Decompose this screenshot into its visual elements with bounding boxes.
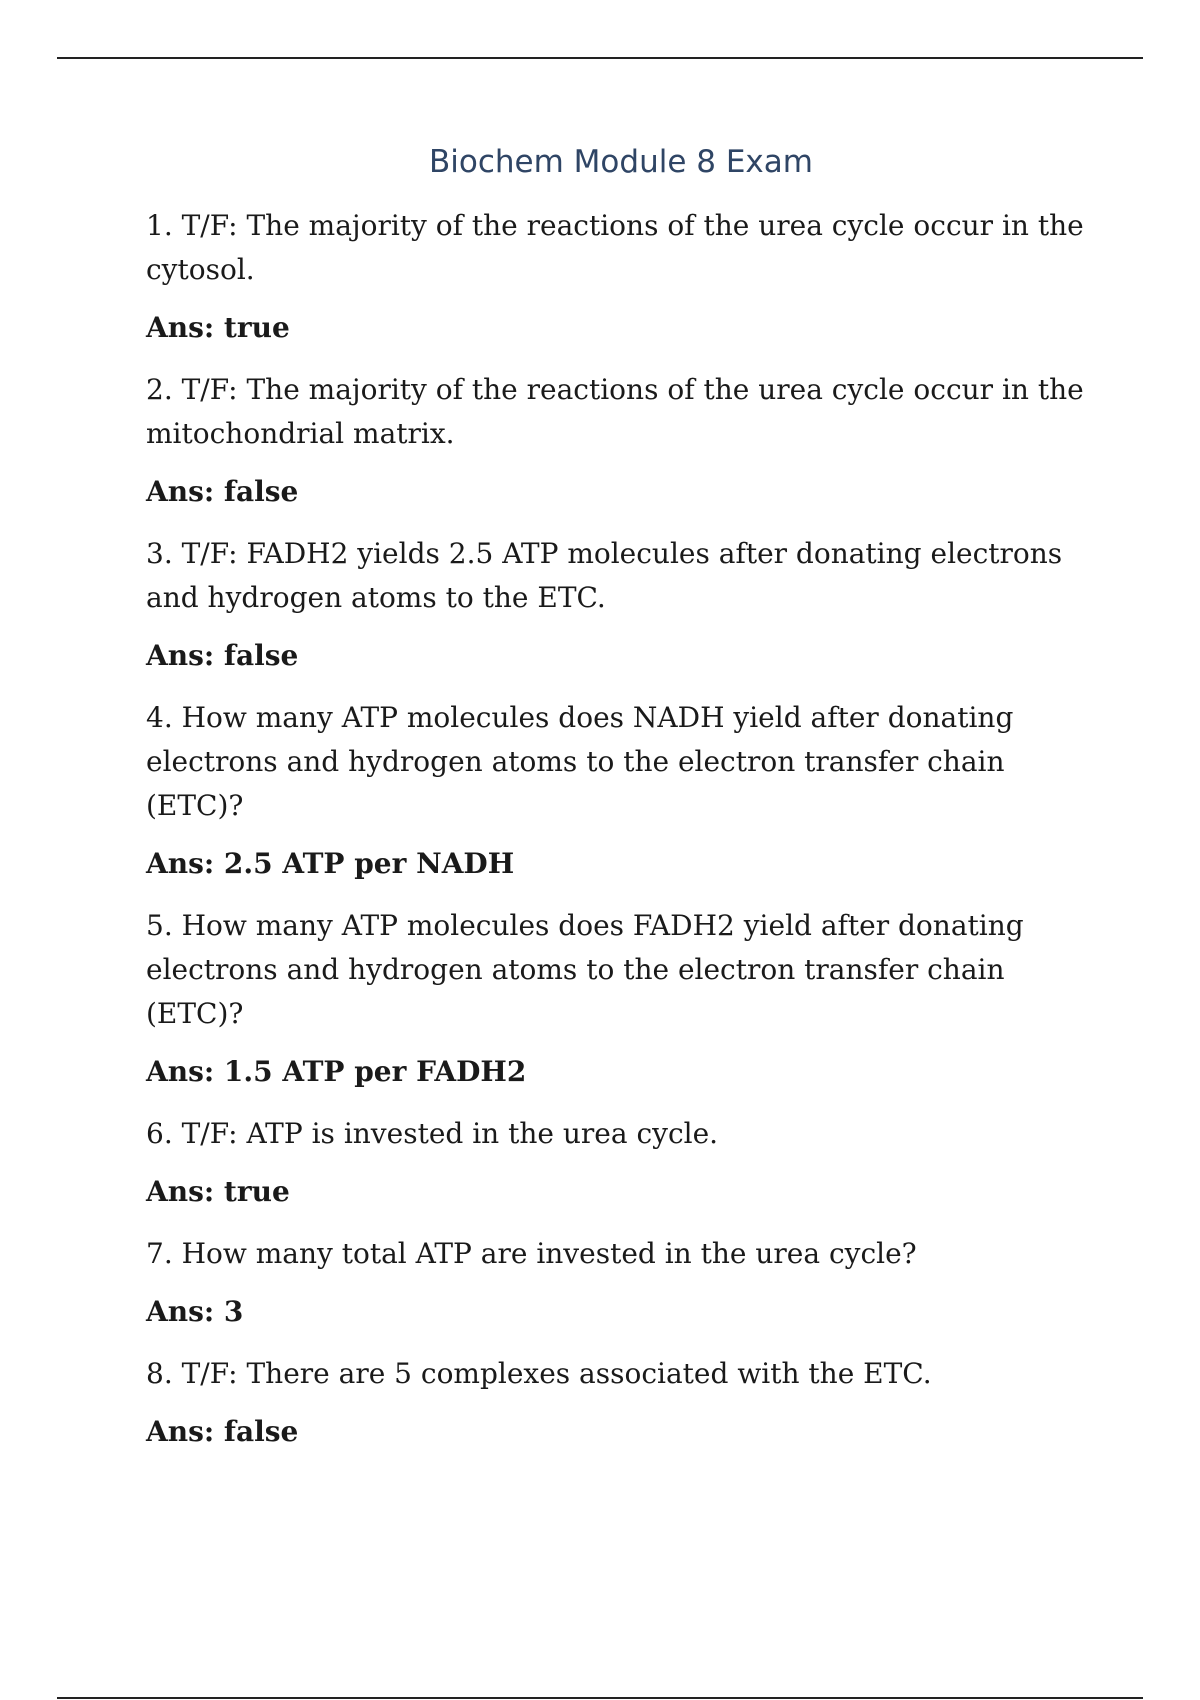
question-text: 8. T/F: There are 5 complexes associated with the ETC. bbox=[146, 1357, 932, 1390]
qa-item-3 bbox=[146, 532, 1096, 676]
answer-text: Ans: false bbox=[146, 1415, 299, 1448]
document-title: Biochem Module 8 Exam bbox=[429, 144, 813, 180]
question-text: 2. T/F: The majority of the reactions of the urea cycle occur in the mitochondrial matrix. bbox=[146, 373, 1084, 450]
question-text: 7. How many total ATP are invested in the urea cycle? bbox=[146, 1237, 917, 1270]
document-body bbox=[146, 140, 1096, 1472]
bottom-horizontal-rule bbox=[57, 1697, 1143, 1699]
question-text: 1. T/F: The majority of the reactions of the urea cycle occur in the cytosol. bbox=[146, 209, 1084, 286]
qa-item-2 bbox=[146, 368, 1096, 512]
question-text: 4. How many ATP molecules does NADH yield after donating electrons and hydrogen atoms to the electron transfer chain (ETC)? bbox=[146, 701, 1014, 822]
question-text: 6. T/F: ATP is invested in the urea cycle. bbox=[146, 1117, 719, 1150]
qa-item-6 bbox=[146, 1112, 1096, 1212]
answer-text: Ans: 2.5 ATP per NADH bbox=[146, 847, 515, 880]
answer-text: Ans: 3 bbox=[146, 1295, 244, 1328]
qa-item-5 bbox=[146, 904, 1096, 1092]
top-horizontal-rule bbox=[57, 57, 1143, 59]
qa-item-7 bbox=[146, 1232, 1096, 1332]
qa-item-8 bbox=[146, 1352, 1096, 1452]
answer-text: Ans: 1.5 ATP per FADH2 bbox=[146, 1055, 527, 1088]
question-text: 5. How many ATP molecules does FADH2 yield after donating electrons and hydrogen atoms to the electron transfer chain (ETC)? bbox=[146, 909, 1024, 1030]
qa-item-4 bbox=[146, 696, 1096, 884]
answer-text: Ans: false bbox=[146, 475, 299, 508]
answer-text: Ans: true bbox=[146, 1175, 290, 1208]
qa-item-1 bbox=[146, 204, 1096, 348]
question-text: 3. T/F: FADH2 yields 2.5 ATP molecules after donating electrons and hydrogen atoms to the ETC. bbox=[146, 537, 1063, 614]
answer-text: Ans: true bbox=[146, 311, 290, 344]
answer-text: Ans: false bbox=[146, 639, 299, 672]
